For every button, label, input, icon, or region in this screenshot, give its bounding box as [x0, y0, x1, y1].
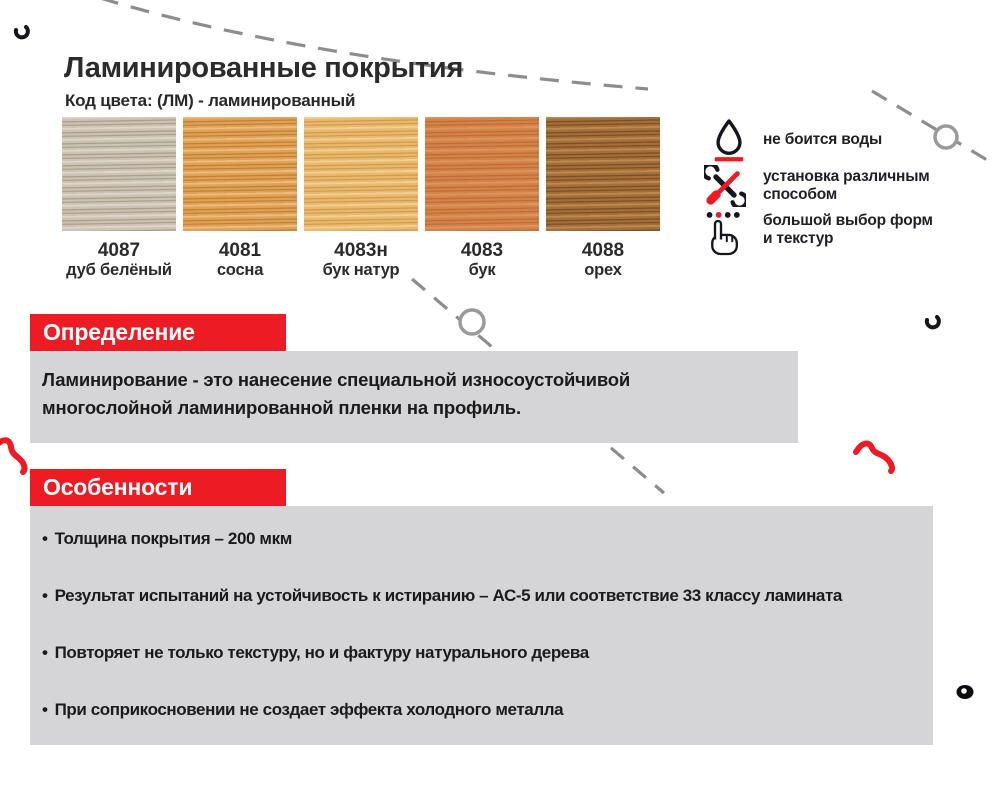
- subtitle-code: (ЛМ): [156, 91, 194, 110]
- circle-marker-middle: [460, 310, 484, 334]
- swatch-name: орех: [584, 261, 622, 279]
- section-definition-body: Ламинирование - это нанесение специальной износоустойчивой многослойной ламинированной пленки на профиль.: [30, 351, 798, 443]
- bullet-item: • При соприкосновении не создает эффекта холодного металла: [42, 700, 564, 719]
- swatch-item: [425, 117, 539, 280]
- hand-choice-icon: [705, 209, 745, 264]
- swatch-item: [62, 117, 176, 280]
- swatch-code: 4083н: [334, 240, 388, 261]
- swatch-name: сосна: [216, 261, 264, 279]
- wood-sample-4083: [425, 117, 539, 231]
- section-features-heading: Особенности: [30, 469, 286, 506]
- red-squiggle-right: [856, 443, 892, 471]
- section-features-body: [30, 506, 933, 745]
- swatch-name: дуб белёный: [66, 261, 172, 279]
- feature-label-choice: большой выбор форм и текстур: [763, 212, 933, 247]
- page-title: Ламинированные покрытия: [64, 52, 464, 84]
- wood-sample-4083n: [304, 117, 418, 231]
- color-code-subtitle: [65, 91, 355, 111]
- subtitle-prefix: Код цвета:: [65, 91, 157, 110]
- wood-sample-4088: [546, 117, 660, 231]
- section-definition-heading: Определение: [30, 314, 286, 351]
- bullet-item: • Повторяет не только текстуру, но и фактуру натурального дерева: [42, 643, 589, 662]
- swatch-code: 4081: [218, 240, 262, 261]
- bullet-item: • Толщина покрытия – 200 мкм: [42, 529, 292, 548]
- tools-icon: [704, 165, 746, 212]
- red-squiggle-left: [0, 440, 25, 472]
- circle-marker-top-right: [935, 126, 957, 148]
- water-drop-icon: [710, 116, 748, 169]
- dashed-line-top-right: [872, 91, 992, 163]
- swatch-code: 4088: [581, 240, 625, 261]
- wood-sample-4087: [62, 117, 176, 231]
- swatch-item: [304, 117, 418, 280]
- swatch-item: [546, 117, 660, 280]
- swatch-item: [183, 117, 297, 280]
- swatch-code: 4087: [97, 240, 141, 261]
- comma-mark-right: [927, 317, 939, 327]
- comma-mark-top-left: [16, 27, 28, 37]
- swatch-row: [62, 117, 660, 280]
- swatch-name: бук: [468, 261, 496, 279]
- feature-label-install: установка различным способом: [763, 168, 930, 203]
- donut-dot-center: [961, 688, 967, 694]
- feature-label-water: не боится воды: [763, 131, 883, 148]
- subtitle-suffix: - ламинированный: [193, 91, 356, 110]
- swatch-code: 4083: [460, 240, 504, 261]
- wood-sample-4081: [183, 117, 297, 231]
- bullet-item: • Результат испытаний на устойчивость к истиранию – АС-5 или соответствие 33 классу ламината: [42, 586, 842, 605]
- swatch-name: бук натур: [322, 261, 400, 279]
